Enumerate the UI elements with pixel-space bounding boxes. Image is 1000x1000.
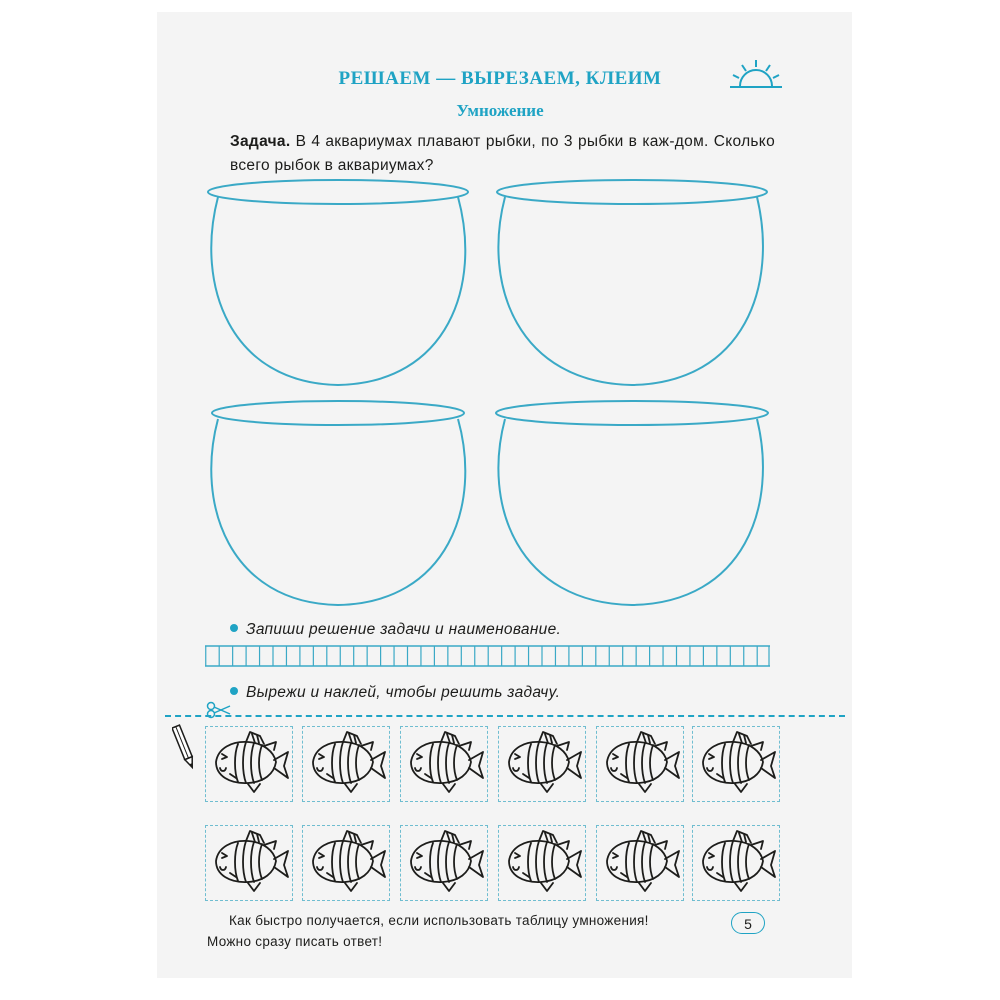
fish-card[interactable] [205, 726, 293, 802]
task-body: В 4 аквариумах плавают рыбки, по 3 рыбки в каж-дом. Сколько всего рыбок в аквариумах? [230, 133, 775, 174]
fish-icon [695, 728, 779, 800]
fish-icon [501, 728, 585, 800]
instruction-write-text: Запиши решение задачи и наименование. [246, 621, 562, 638]
aquarium-1 [208, 180, 468, 385]
fish-icon [599, 728, 683, 800]
task-text [230, 130, 775, 178]
pencil-icon [172, 722, 196, 772]
aquarium-3 [211, 401, 465, 605]
fish-card[interactable] [400, 825, 488, 901]
footer-line-1: Как быстро получается, если использовать таблицу умножения! [229, 913, 649, 928]
task-label: Задача. [230, 133, 291, 150]
page-number: 5 [731, 912, 765, 934]
cut-line [165, 715, 845, 717]
fish-card[interactable] [596, 825, 684, 901]
bullet-dot [230, 624, 238, 632]
instruction-write [230, 621, 561, 639]
fish-icon [599, 827, 683, 899]
fish-card[interactable] [400, 726, 488, 802]
fish-card[interactable] [498, 825, 586, 901]
fish-icon [501, 827, 585, 899]
instruction-cut-text: Вырежи и наклей, чтобы решить задачу. [246, 684, 561, 701]
fish-icon [208, 728, 292, 800]
bullet-dot [230, 687, 238, 695]
fish-icon [403, 728, 487, 800]
fish-card[interactable] [596, 726, 684, 802]
page-title: РЕШАЕМ — ВЫРЕЗАЕМ, КЛЕИМ [338, 68, 662, 89]
fish-icon [403, 827, 487, 899]
footer-note [207, 910, 707, 952]
footer-line-2: Можно сразу писать ответ! [207, 934, 383, 949]
fish-card[interactable] [302, 726, 390, 802]
fish-card[interactable] [692, 726, 780, 802]
instruction-cut [230, 684, 560, 702]
fish-card[interactable] [302, 825, 390, 901]
aquariums [200, 175, 780, 615]
aquarium-4 [496, 401, 768, 605]
fish-card[interactable] [692, 825, 780, 901]
fish-card[interactable] [205, 825, 293, 901]
aquarium-2 [497, 180, 767, 385]
fish-icon [305, 827, 389, 899]
fish-icon [305, 728, 389, 800]
fish-icon [208, 827, 292, 899]
fish-icon [695, 827, 779, 899]
answer-grid[interactable] [205, 644, 770, 668]
fish-card[interactable] [498, 726, 586, 802]
page-subtitle: Умножение [456, 101, 544, 120]
